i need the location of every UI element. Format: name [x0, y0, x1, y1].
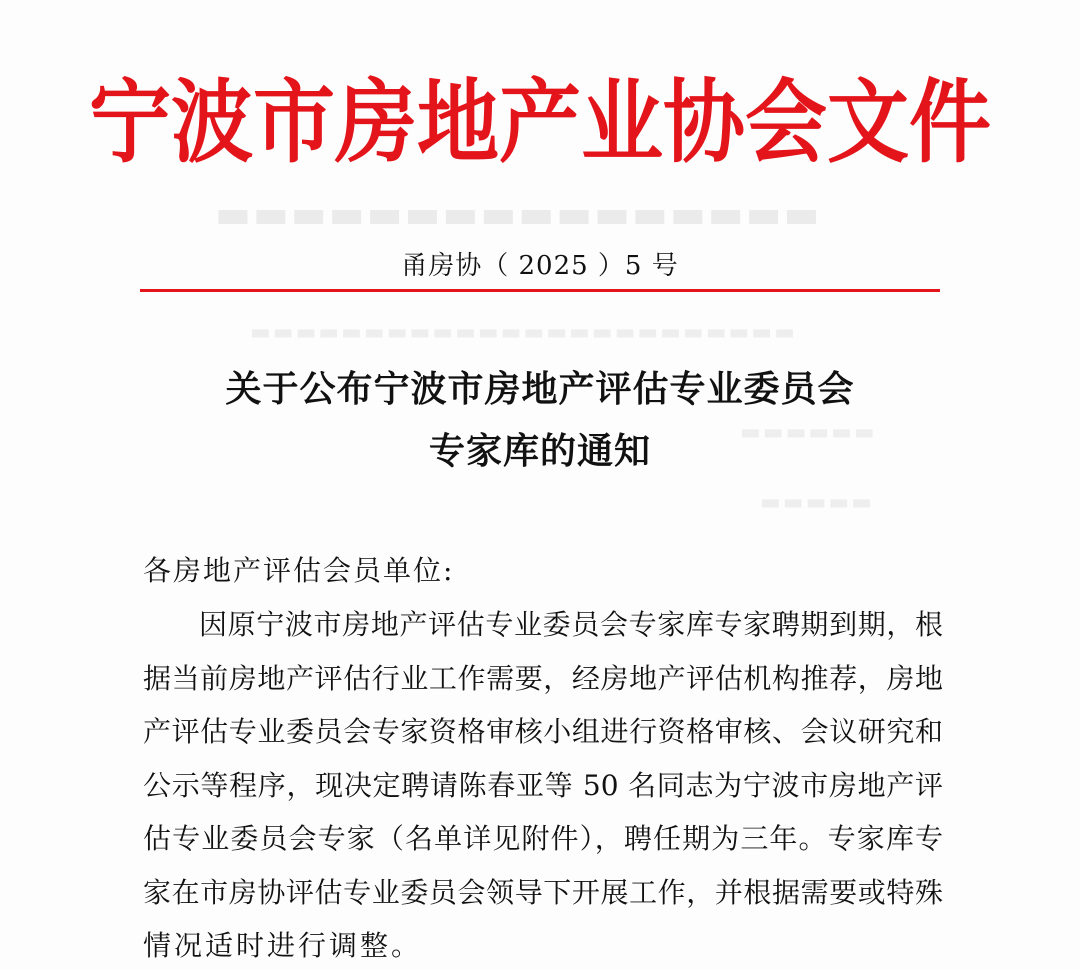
paragraph-line: 家在市房协评估专业委员会领导下开展工作，并根据需要或特殊: [143, 875, 943, 909]
body-paragraph: [143, 598, 943, 973]
show-through-shadow: ▬▬▬▬▬▬▬▬▬▬▬▬▬▬▬▬▬▬▬▬▬▬▬▬: [250, 320, 797, 345]
paragraph-line: 产评估专业委员会专家资格审核小组进行资格审核、会议研究和: [143, 715, 943, 748]
show-through-shadow: ▬▬▬▬▬▬: [740, 420, 877, 445]
letterhead-divider: [140, 289, 940, 292]
notice-title: [0, 358, 1080, 482]
document-number: 甬房协（ 2025 ）5 号: [401, 251, 679, 281]
paragraph-line: 因原宁波市房地产评估专业委员会专家库专家聘期到期，根: [199, 608, 943, 641]
show-through-shadow: ▬▬▬▬▬: [760, 490, 874, 515]
paragraph-line: 估专业委员会专家（名单详见附件），聘任期为三年。专家库专: [143, 822, 943, 855]
paragraph-line: 情况适时进行调整。: [143, 929, 423, 962]
paragraph-line: 公示等程序，现决定聘请陈春亚等 50 名同志为宁波市房地产评: [143, 768, 943, 802]
paragraph-line: 据当前房地产评估行业工作需要，经房地产评估机构推荐，房地: [143, 661, 943, 695]
notice-title-line: 关于公布宁波市房地产评估专业委员会: [225, 368, 855, 410]
letterhead-title: 宁波市房地产业协会文件: [88, 69, 991, 176]
salutation: 各房地产评估会员单位:: [143, 554, 455, 587]
notice-title-line: 专家库的通知: [428, 430, 651, 472]
show-through-shadow: ▬▬▬▬▬▬▬▬▬▬▬▬▬▬▬▬: [215, 192, 822, 236]
